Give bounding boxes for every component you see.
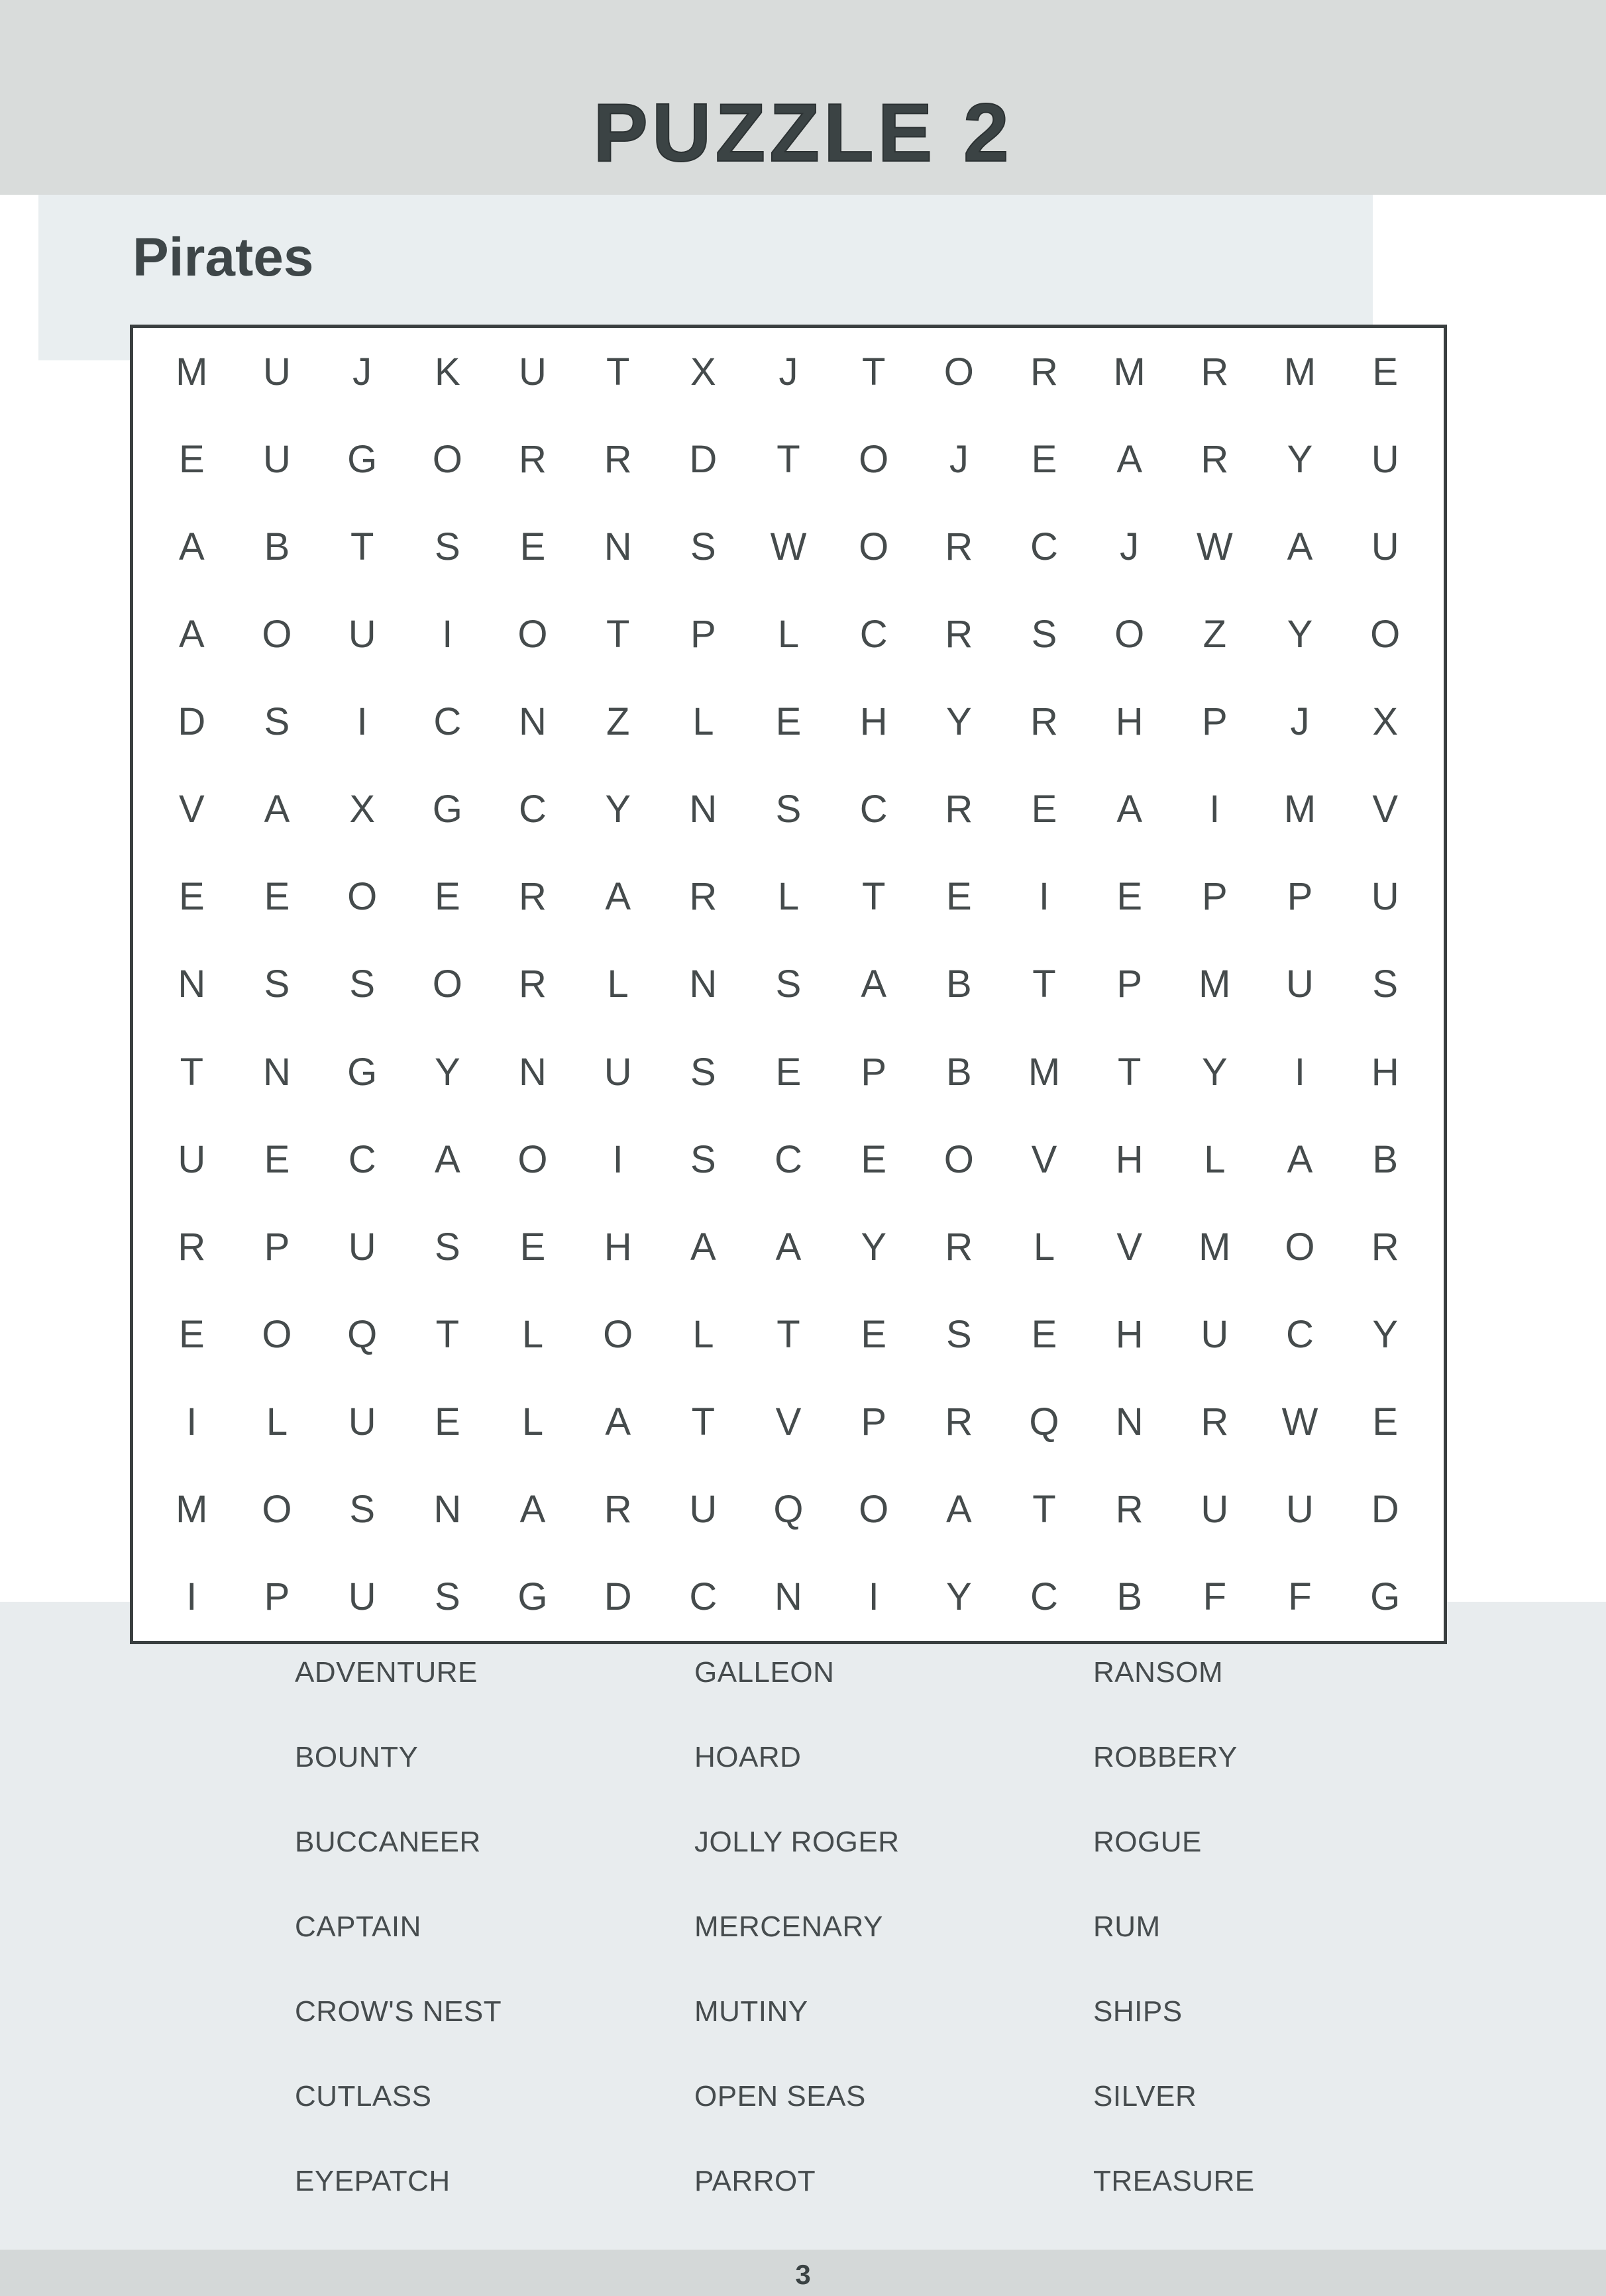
grid-letter[interactable]: A <box>861 963 886 1006</box>
grid-letter[interactable]: E <box>178 437 205 481</box>
grid-letter[interactable]: I <box>442 612 453 656</box>
letter-grid <box>133 328 1444 1641</box>
grid-letter[interactable]: R <box>945 1400 973 1444</box>
grid-letter[interactable]: V <box>1372 788 1398 831</box>
grid-letter[interactable]: R <box>1115 1488 1144 1532</box>
grid-letter[interactable]: E <box>519 1225 546 1269</box>
grid-letter[interactable]: B <box>1116 1575 1142 1619</box>
grid-letter[interactable]: M <box>176 350 208 393</box>
grid-letter[interactable]: N <box>689 788 718 831</box>
grid-letter[interactable]: E <box>264 875 290 919</box>
grid-letter[interactable]: U <box>348 1575 376 1619</box>
word-list-item: CAPTAIN <box>295 1910 421 1943</box>
grid-letter[interactable]: I <box>1294 1050 1306 1094</box>
grid-letter[interactable]: A <box>1116 437 1142 481</box>
grid-letter[interactable]: T <box>606 612 630 656</box>
grid-letter[interactable]: Y <box>605 788 631 831</box>
grid-letter[interactable]: O <box>859 1488 889 1532</box>
puzzle-subtitle: Pirates <box>133 227 314 287</box>
grid-letter[interactable]: A <box>178 525 205 568</box>
grid-letter[interactable]: E <box>519 525 546 568</box>
grid-letter[interactable]: C <box>859 788 888 831</box>
grid-letter[interactable]: I <box>356 700 368 744</box>
grid-letter[interactable]: O <box>603 1313 633 1357</box>
grid-letter[interactable]: Y <box>945 700 972 744</box>
grid-letter[interactable]: R <box>1201 1400 1229 1444</box>
word-list-item: SILVER <box>1093 2080 1197 2113</box>
grid-letter[interactable]: T <box>776 1313 800 1357</box>
word-column-2 <box>694 1656 1065 2250</box>
grid-letter[interactable]: J <box>1290 700 1310 744</box>
grid-letter[interactable]: G <box>517 1575 548 1619</box>
grid-letter[interactable]: O <box>517 1137 548 1181</box>
grid-letter[interactable]: R <box>945 788 973 831</box>
grid-letter[interactable]: Y <box>434 1050 460 1094</box>
grid-letter[interactable]: R <box>1201 350 1229 393</box>
grid-letter[interactable]: W <box>770 525 807 568</box>
grid-letter[interactable]: P <box>690 612 716 656</box>
grid-letter[interactable]: A <box>945 1488 972 1532</box>
word-list-item: GALLEON <box>694 1656 835 1689</box>
grid-letter[interactable]: S <box>690 1137 716 1181</box>
grid-letter[interactable]: N <box>689 963 718 1006</box>
grid-letter[interactable]: E <box>434 1400 460 1444</box>
grid-letter[interactable]: E <box>861 1313 886 1357</box>
grid-letter[interactable]: U <box>263 437 291 481</box>
grid-letter[interactable]: O <box>262 1488 292 1532</box>
grid-letter[interactable]: N <box>519 700 547 744</box>
grid-letter[interactable]: I <box>1209 788 1220 831</box>
grid-letter[interactable]: A <box>605 875 631 919</box>
grid-letter[interactable]: R <box>519 963 547 1006</box>
grid-letter[interactable]: U <box>604 1050 632 1094</box>
grid-letter[interactable]: H <box>1115 1313 1144 1357</box>
grid-letter[interactable]: U <box>1371 437 1399 481</box>
grid-letter[interactable]: E <box>945 875 972 919</box>
grid-letter[interactable]: L <box>521 1313 544 1357</box>
grid-letter[interactable]: N <box>604 525 632 568</box>
grid-letter[interactable]: U <box>178 1137 206 1181</box>
word-list-item: TREASURE <box>1093 2165 1255 2197</box>
word-column-1 <box>295 1656 666 2250</box>
grid-letter[interactable]: O <box>943 1137 974 1181</box>
grid-letter[interactable]: U <box>689 1488 718 1532</box>
grid-letter[interactable]: C <box>689 1575 718 1619</box>
grid-letter[interactable]: S <box>434 525 460 568</box>
grid-letter[interactable]: G <box>347 437 378 481</box>
grid-letter[interactable]: V <box>775 1400 802 1444</box>
grid-letter[interactable]: E <box>861 1137 886 1181</box>
grid-letter[interactable]: E <box>434 875 460 919</box>
grid-letter[interactable]: A <box>605 1400 631 1444</box>
grid-letter[interactable]: U <box>348 1225 376 1269</box>
grid-letter[interactable]: X <box>1372 700 1398 744</box>
word-column-3 <box>1093 1656 1464 2250</box>
grid-letter[interactable]: C <box>1030 1575 1058 1619</box>
grid-letter[interactable]: E <box>1031 1313 1057 1357</box>
grid-letter[interactable]: I <box>186 1400 197 1444</box>
grid-letter[interactable]: Q <box>1029 1400 1059 1444</box>
grid-letter[interactable]: I <box>868 1575 879 1619</box>
grid-letter[interactable]: O <box>517 612 548 656</box>
grid-letter[interactable]: R <box>1030 700 1058 744</box>
grid-letter[interactable]: M <box>1028 1050 1061 1094</box>
grid-letter[interactable]: H <box>1371 1050 1399 1094</box>
grid-letter[interactable]: S <box>945 1313 972 1357</box>
grid-letter[interactable]: K <box>434 350 460 393</box>
grid-letter[interactable]: T <box>691 1400 716 1444</box>
grid-letter[interactable]: L <box>692 1313 714 1357</box>
grid-letter[interactable]: M <box>176 1488 208 1532</box>
grid-letter[interactable]: P <box>264 1575 290 1619</box>
grid-letter[interactable]: O <box>262 612 292 656</box>
word-list-item: SHIPS <box>1093 1995 1183 2028</box>
grid-letter[interactable]: N <box>775 1575 802 1619</box>
grid-letter[interactable]: M <box>1283 788 1316 831</box>
word-search-grid <box>130 325 1447 1644</box>
grid-letter[interactable]: P <box>861 1050 886 1094</box>
grid-letter[interactable]: H <box>1115 1137 1144 1181</box>
grid-letter[interactable]: R <box>519 437 547 481</box>
grid-letter[interactable]: N <box>519 1050 547 1094</box>
grid-letter[interactable]: C <box>859 612 888 656</box>
grid-letter[interactable]: O <box>432 437 462 481</box>
grid-letter[interactable]: Z <box>606 700 630 744</box>
grid-letter[interactable]: B <box>264 525 290 568</box>
word-list-item: JOLLY ROGER <box>694 1826 900 1858</box>
grid-letter[interactable]: J <box>352 350 372 393</box>
grid-letter[interactable]: N <box>263 1050 291 1094</box>
word-list-item: BOUNTY <box>295 1741 419 1773</box>
grid-letter[interactable]: R <box>945 525 973 568</box>
grid-letter[interactable]: C <box>519 788 547 831</box>
grid-letter[interactable]: D <box>1371 1488 1399 1532</box>
grid-letter[interactable]: L <box>1033 1225 1055 1269</box>
grid-letter[interactable]: L <box>777 612 800 656</box>
word-list-item: ROGUE <box>1093 1826 1202 1858</box>
grid-letter[interactable]: R <box>1201 437 1229 481</box>
grid-letter[interactable]: O <box>1370 612 1401 656</box>
grid-letter[interactable]: P <box>264 1225 290 1269</box>
grid-letter[interactable]: L <box>607 963 629 1006</box>
grid-letter[interactable]: V <box>178 788 205 831</box>
grid-letter[interactable]: A <box>690 1225 716 1269</box>
grid-letter[interactable]: Y <box>1287 612 1313 656</box>
grid-letter[interactable]: W <box>1196 525 1233 568</box>
grid-letter[interactable]: X <box>349 788 375 831</box>
grid-letter[interactable]: Q <box>773 1488 804 1532</box>
grid-letter[interactable]: A <box>264 788 290 831</box>
grid-letter[interactable]: L <box>1204 1137 1226 1181</box>
grid-letter[interactable]: I <box>186 1575 197 1619</box>
page-number: 3 <box>795 2259 811 2290</box>
grid-letter[interactable]: E <box>178 1313 205 1357</box>
grid-letter[interactable]: O <box>1285 1225 1315 1269</box>
grid-letter[interactable]: M <box>1283 350 1316 393</box>
grid-letter[interactable]: P <box>1287 875 1313 919</box>
grid-letter[interactable]: E <box>1372 1400 1398 1444</box>
grid-letter[interactable]: R <box>1030 350 1058 393</box>
grid-letter[interactable]: O <box>432 963 462 1006</box>
grid-letter[interactable]: S <box>349 1488 375 1532</box>
grid-letter[interactable]: A <box>775 1225 802 1269</box>
grid-letter[interactable]: R <box>178 1225 206 1269</box>
grid-letter[interactable]: T <box>1117 1050 1142 1094</box>
grid-letter[interactable]: C <box>775 1137 802 1181</box>
grid-letter[interactable]: V <box>1116 1225 1142 1269</box>
grid-letter[interactable]: Y <box>945 1575 972 1619</box>
grid-letter[interactable]: J <box>949 437 969 481</box>
grid-letter[interactable]: S <box>1372 963 1398 1006</box>
grid-letter[interactable]: S <box>775 963 802 1006</box>
grid-letter[interactable]: Y <box>1287 437 1313 481</box>
grid-letter[interactable]: M <box>1199 1225 1231 1269</box>
grid-letter[interactable]: L <box>266 1400 288 1444</box>
grid-letter[interactable]: R <box>604 437 632 481</box>
word-list-item: MERCENARY <box>694 1910 883 1943</box>
grid-letter[interactable]: R <box>519 875 547 919</box>
grid-letter[interactable]: P <box>861 1400 886 1444</box>
word-list-item: BUCCANEER <box>295 1826 481 1858</box>
word-list-item: CUTLASS <box>295 2080 432 2113</box>
grid-letter[interactable]: T <box>1032 963 1056 1006</box>
grid-letter[interactable]: H <box>1115 700 1144 744</box>
grid-letter[interactable]: E <box>1031 788 1057 831</box>
grid-letter[interactable]: C <box>1030 525 1058 568</box>
grid-letter[interactable]: O <box>859 525 889 568</box>
grid-letter[interactable]: M <box>1199 963 1231 1006</box>
grid-letter[interactable]: R <box>945 1225 973 1269</box>
grid-letter[interactable]: H <box>859 700 888 744</box>
grid-letter[interactable]: V <box>1031 1137 1057 1181</box>
grid-letter[interactable]: L <box>521 1400 544 1444</box>
grid-letter[interactable]: N <box>178 963 206 1006</box>
grid-letter[interactable]: X <box>690 350 716 393</box>
grid-letter[interactable]: S <box>775 788 802 831</box>
grid-letter[interactable]: T <box>1032 1488 1056 1532</box>
word-list-item: PARROT <box>694 2165 816 2197</box>
grid-letter[interactable]: L <box>692 700 714 744</box>
word-list-item: HOARD <box>694 1741 802 1773</box>
grid-letter[interactable]: U <box>1286 963 1314 1006</box>
grid-letter[interactable]: R <box>945 612 973 656</box>
grid-letter[interactable]: Y <box>861 1225 886 1269</box>
grid-letter[interactable]: T <box>861 875 886 919</box>
grid-letter[interactable]: P <box>1201 700 1228 744</box>
grid-letter[interactable]: J <box>778 350 798 393</box>
grid-letter[interactable]: C <box>433 700 462 744</box>
grid-letter[interactable]: E <box>775 700 802 744</box>
grid-letter[interactable]: T <box>350 525 374 568</box>
grid-letter[interactable]: S <box>690 1050 716 1094</box>
grid-letter[interactable]: E <box>1116 875 1142 919</box>
grid-letter[interactable]: S <box>264 963 290 1006</box>
grid-letter[interactable]: U <box>263 350 291 393</box>
grid-letter[interactable]: J <box>1120 525 1140 568</box>
grid-letter[interactable]: M <box>1113 350 1146 393</box>
grid-letter[interactable]: E <box>1031 437 1057 481</box>
word-list-item: ROBBERY <box>1093 1741 1238 1773</box>
grid-letter[interactable]: N <box>1115 1400 1144 1444</box>
grid-letter[interactable]: R <box>689 875 718 919</box>
grid-letter[interactable]: R <box>604 1488 632 1532</box>
grid-letter[interactable]: O <box>347 875 378 919</box>
grid-letter[interactable]: U <box>348 612 376 656</box>
grid-letter[interactable]: O <box>943 350 974 393</box>
word-list-item: ADVENTURE <box>295 1656 478 1689</box>
grid-letter[interactable]: E <box>178 875 205 919</box>
grid-letter[interactable]: W <box>1281 1400 1318 1444</box>
grid-letter[interactable]: S <box>434 1575 460 1619</box>
grid-letter[interactable]: A <box>1287 525 1313 568</box>
grid-letter[interactable]: B <box>1372 1137 1398 1181</box>
grid-letter[interactable]: Y <box>1372 1313 1398 1357</box>
grid-letter[interactable]: O <box>859 437 889 481</box>
grid-letter[interactable]: U <box>1201 1488 1229 1532</box>
grid-letter[interactable]: N <box>433 1488 462 1532</box>
grid-letter[interactable]: T <box>606 350 630 393</box>
grid-letter[interactable]: E <box>1372 350 1398 393</box>
grid-letter[interactable]: D <box>178 700 206 744</box>
grid-letter[interactable]: C <box>348 1137 376 1181</box>
grid-letter[interactable]: Y <box>1201 1050 1228 1094</box>
grid-letter[interactable]: U <box>348 1400 376 1444</box>
grid-letter[interactable]: U <box>1201 1313 1229 1357</box>
grid-letter[interactable]: C <box>1286 1313 1314 1357</box>
grid-letter[interactable]: F <box>1288 1575 1312 1619</box>
grid-letter[interactable]: S <box>1031 612 1057 656</box>
grid-letter[interactable]: F <box>1203 1575 1227 1619</box>
grid-letter[interactable]: P <box>1201 875 1228 919</box>
grid-letter[interactable]: H <box>604 1225 632 1269</box>
grid-letter[interactable]: G <box>432 788 462 831</box>
grid-letter[interactable]: S <box>349 963 375 1006</box>
grid-letter[interactable]: E <box>264 1137 290 1181</box>
grid-letter[interactable]: I <box>1038 875 1050 919</box>
word-list-item: RUM <box>1093 1910 1161 1943</box>
grid-letter[interactable]: I <box>612 1137 623 1181</box>
grid-letter[interactable]: S <box>264 700 290 744</box>
grid-letter[interactable]: A <box>1287 1137 1313 1181</box>
grid-letter[interactable]: S <box>690 525 716 568</box>
word-list-item: CROW'S NEST <box>295 1995 502 2028</box>
grid-letter[interactable]: B <box>945 1050 972 1094</box>
grid-letter[interactable]: R <box>1371 1225 1399 1269</box>
grid-letter[interactable]: S <box>434 1225 460 1269</box>
word-list <box>0 1656 1606 2239</box>
grid-letter[interactable]: D <box>689 437 718 481</box>
grid-letter[interactable]: E <box>775 1050 802 1094</box>
grid-letter[interactable]: G <box>1370 1575 1401 1619</box>
grid-letter[interactable]: L <box>777 875 800 919</box>
grid-letter[interactable]: B <box>945 963 972 1006</box>
grid-letter[interactable]: D <box>604 1575 632 1619</box>
grid-letter[interactable]: Q <box>347 1313 378 1357</box>
word-list-item: EYEPATCH <box>295 2165 451 2197</box>
grid-letter[interactable]: P <box>1116 963 1142 1006</box>
grid-letter[interactable]: G <box>347 1050 378 1094</box>
grid-letter[interactable]: A <box>519 1488 546 1532</box>
word-list-item: MUTINY <box>694 1995 808 2028</box>
grid-letter[interactable]: O <box>1114 612 1145 656</box>
word-list-item: RANSOM <box>1093 1656 1224 1689</box>
grid-letter[interactable]: U <box>1286 1488 1314 1532</box>
grid-letter[interactable]: A <box>434 1137 460 1181</box>
grid-letter[interactable]: O <box>262 1313 292 1357</box>
grid-letter[interactable]: T <box>180 1050 204 1094</box>
page-title: PUZZLE 2 <box>593 87 1013 179</box>
grid-letter[interactable]: U <box>1371 525 1399 568</box>
grid-letter[interactable]: U <box>1371 875 1399 919</box>
grid-letter[interactable]: T <box>776 437 800 481</box>
grid-letter[interactable]: A <box>178 612 205 656</box>
grid-letter[interactable]: U <box>519 350 547 393</box>
grid-letter[interactable]: T <box>435 1313 460 1357</box>
grid-letter[interactable]: T <box>861 350 886 393</box>
grid-letter[interactable]: Z <box>1203 612 1227 656</box>
grid-letter[interactable]: A <box>1116 788 1142 831</box>
word-list-item: OPEN SEAS <box>694 2080 866 2113</box>
